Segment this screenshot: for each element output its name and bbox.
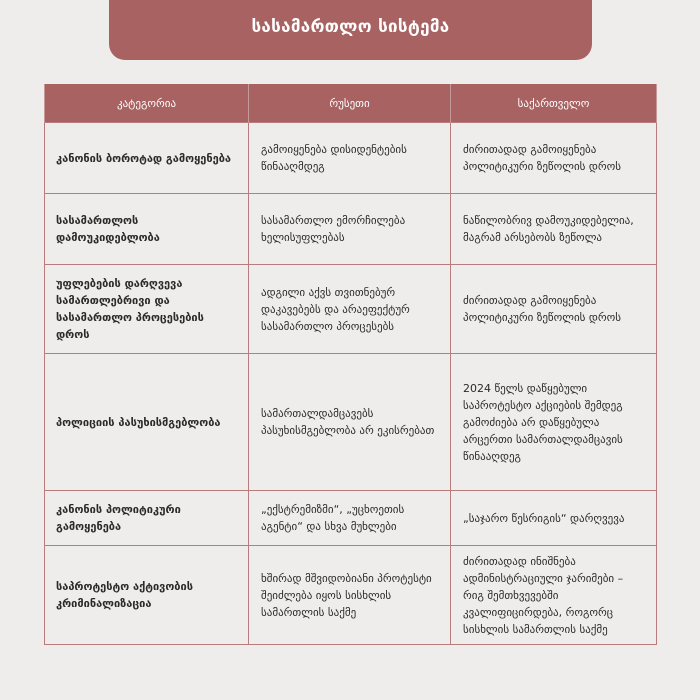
category-cell: სასამართლოს დამოუკიდებლობა [45, 194, 249, 265]
table-row [45, 194, 657, 265]
category-cell: კანონის ბოროტად გამოყენება [45, 123, 249, 194]
georgia-cell: „საჯარო წესრიგის“ დარღვევა [451, 491, 657, 546]
title-banner [109, 0, 592, 60]
category-cell: საპროტესტო აქტივობის კრიმინალიზაცია [45, 546, 249, 645]
russia-cell: „ექსტრემიზმი“, „უცხოეთის აგენტი“ და სხვა მუხლები [249, 491, 451, 546]
georgia-cell: ძირითადად ინიშნება ადმინისტრაციული ჯარიმები – რიგ შემთხვევებში კვალიფიცირდება, როგორც სისხლის სამართლის საქმე [451, 546, 657, 645]
header-georgia: საქართველო [451, 84, 657, 123]
page-title: სასამართლო სისტემა [251, 17, 450, 37]
table-header-row [45, 84, 657, 123]
table-row [45, 123, 657, 194]
table-row [45, 354, 657, 491]
table-row [45, 546, 657, 645]
table-row [45, 265, 657, 354]
russia-cell: სასამართლო ემორჩილება ხელისუფლებას [249, 194, 451, 265]
georgia-cell: ნაწილობრივ დამოუკიდებელია, მაგრამ არსებობს ზეწოლა [451, 194, 657, 265]
category-cell: უფლებების დარღვევა სამართლებრივი და სასამართლო პროცესების დროს [45, 265, 249, 354]
header-russia: რუსეთი [249, 84, 451, 123]
header-category: კატეგორია [45, 84, 249, 123]
russia-cell: სამართალდამცავებს პასუხისმგებლობა არ ეკისრებათ [249, 354, 451, 491]
category-cell: კანონის პოლიტიკური გამოყენება [45, 491, 249, 546]
georgia-cell: ძირითადად გამოიყენება პოლიტიკური ზეწოლის დროს [451, 265, 657, 354]
georgia-cell: ძირითადად გამოიყენება პოლიტიკური ზეწოლის დროს [451, 123, 657, 194]
georgia-cell: 2024 წელს დაწყებული საპროტესტო აქციების შემდეგ გამოძიება არ დაწყებულა არცერთი სამართალდამცავის წინააღდეგ [451, 354, 657, 491]
russia-cell: ადგილი აქვს თვითნებურ დაკავებებს და არაეფექტურ სასამართლო პროცესებს [249, 265, 451, 354]
table-row [45, 491, 657, 546]
comparison-table [44, 84, 657, 645]
russia-cell: ხშირად მშვიდობიანი პროტესტი შეიძლება იყოს სისხლის სამართლის საქმე [249, 546, 451, 645]
category-cell: პოლიციის პასუხისმგებლობა [45, 354, 249, 491]
russia-cell: გამოიყენება დისიდენტების წინააღმდეგ [249, 123, 451, 194]
